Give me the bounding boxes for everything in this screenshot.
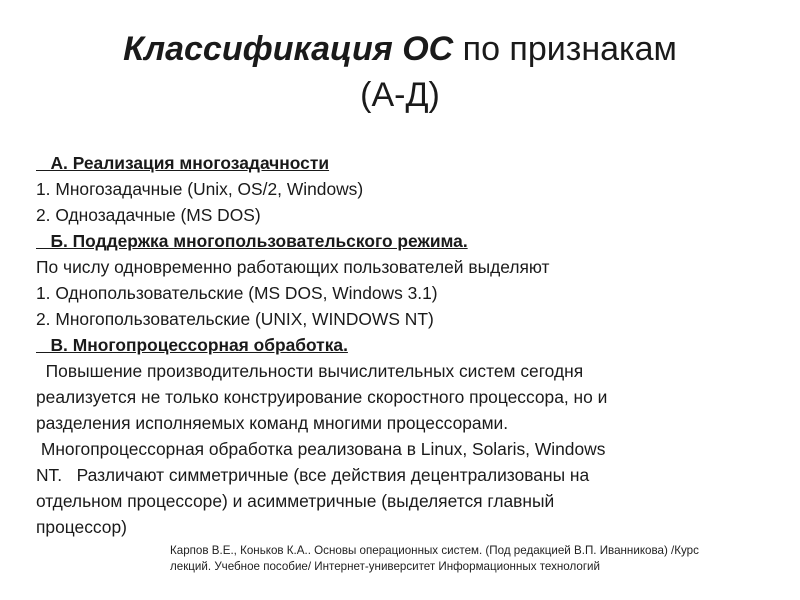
- source-citation-line-2: лекций. Учебное пособие/ Интернет-университет Информационных технологий: [170, 560, 601, 573]
- section-a-item-2: 2. Однозадачные (MS DOS): [36, 205, 261, 225]
- slide-title: [0, 26, 800, 118]
- section-c-line-2: реализуется не только конструирование скоростного процессора, но и: [36, 387, 608, 407]
- slide-title-bold: Классификация ОС: [123, 30, 454, 68]
- section-a-heading: А. Реализация многозадачности: [36, 153, 330, 173]
- section-c-line-7: процессор): [36, 517, 127, 537]
- source-citation: [170, 543, 790, 575]
- section-c-line-6: отдельном процессоре) и асимметричные (выделяется главный: [36, 491, 555, 511]
- section-b-heading: Б. Поддержка многопользовательского режима.: [36, 231, 468, 251]
- section-c-heading: В. Многопроцессорная обработка.: [36, 335, 348, 355]
- section-c-line-4: Многопроцессорная обработка реализована в Linux, Solaris, Windows: [36, 439, 606, 459]
- slide-body: [36, 150, 776, 540]
- section-b-item-2: 2. Многопользовательские (UNIX, WINDOWS NT): [36, 309, 434, 329]
- slide-title-normal: по признакам: [453, 30, 677, 68]
- section-b-intro: По числу одновременно работающих пользователей выделяют: [36, 257, 550, 277]
- section-a-item-1: 1. Многозадачные (Unix, OS/2, Windows): [36, 179, 364, 199]
- section-c-line-5: NT. Различают симметричные (все действия децентрализованы на: [36, 465, 590, 485]
- slide-title-line2: (А-Д): [360, 76, 440, 114]
- section-c-line-1: Повышение производительности вычислительных систем сегодня: [36, 361, 584, 381]
- section-b-item-1: 1. Однопользовательские (MS DOS, Windows 3.1): [36, 283, 438, 303]
- slide-title-line1: [0, 26, 800, 72]
- source-citation-line-1: Карпов В.Е., Коньков К.А.. Основы операционных систем. (Под редакцией В.П. Иванникова) /Курс: [170, 544, 699, 557]
- section-c-line-3: разделения исполняемых команд многими процессорами.: [36, 413, 509, 433]
